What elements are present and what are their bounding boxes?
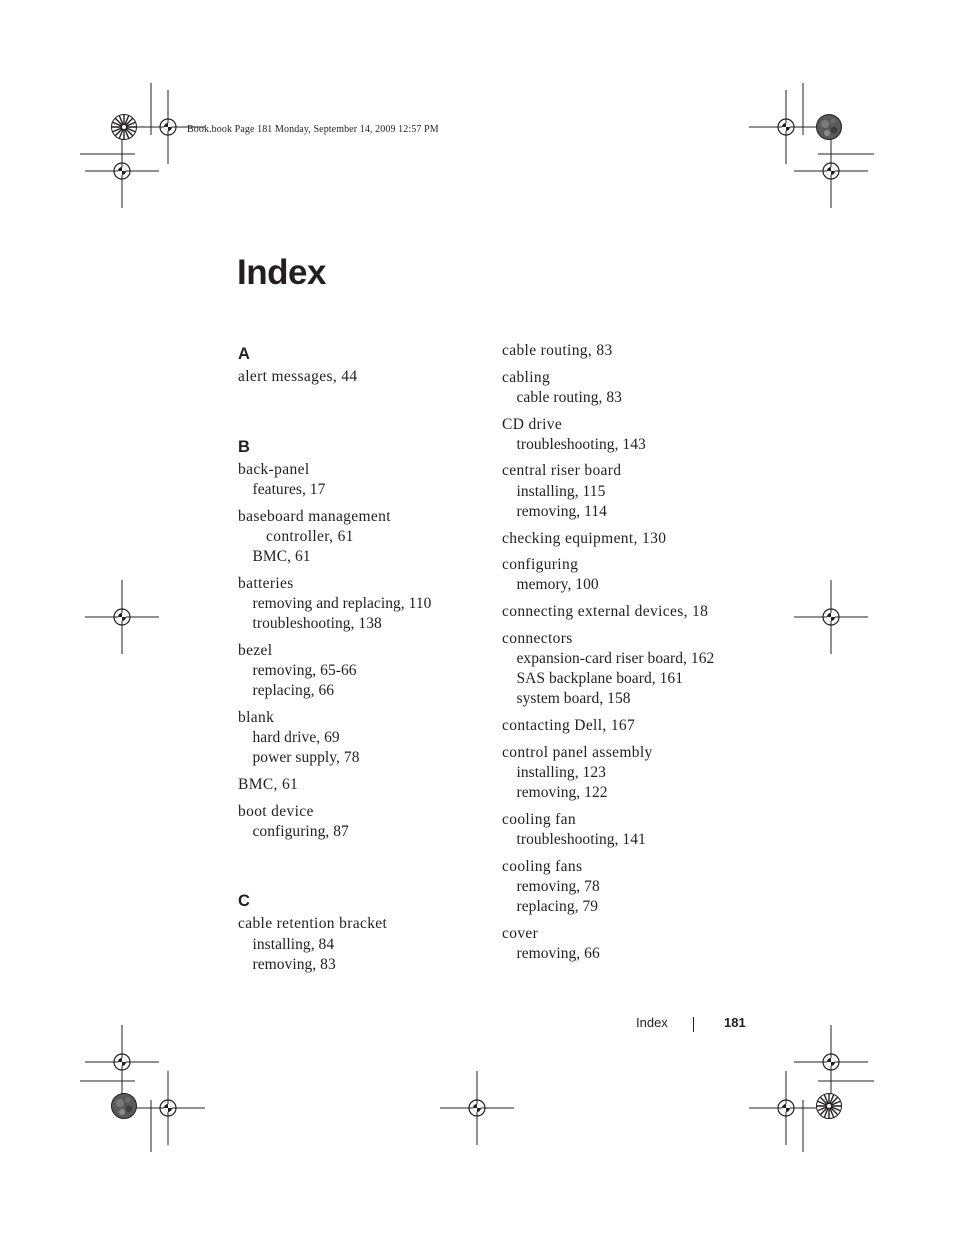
index-subentry: system board, 158 bbox=[516, 690, 631, 708]
index-entry bbox=[502, 924, 752, 964]
index-entry bbox=[502, 341, 752, 361]
index-subentry: removing, 114 bbox=[516, 502, 607, 520]
section-gap bbox=[238, 394, 488, 434]
index-entry bbox=[238, 914, 488, 975]
index-entry bbox=[502, 368, 752, 408]
index-subentry: SAS backplane board, 161 bbox=[516, 670, 684, 688]
index-term: cable routing, 83 bbox=[502, 342, 613, 359]
index-term: connecting external devices, 18 bbox=[502, 603, 709, 621]
index-term: cooling fans bbox=[502, 857, 583, 875]
index-subentry: features, 17 bbox=[252, 480, 326, 498]
index-subentry: troubleshooting, 141 bbox=[516, 830, 646, 848]
index-entry bbox=[502, 602, 752, 622]
index-column-left bbox=[238, 341, 488, 981]
index-subentry: expansion-card riser board, 162 bbox=[516, 649, 715, 667]
index-term: connectors bbox=[502, 629, 573, 647]
index-column-right bbox=[502, 341, 752, 971]
index-subentry: cable routing, 83 bbox=[516, 388, 622, 406]
index-subentry: troubleshooting, 143 bbox=[516, 435, 646, 453]
index-entry bbox=[238, 574, 488, 635]
index-entry bbox=[238, 367, 488, 387]
index-entry bbox=[502, 555, 752, 595]
index-term: control panel assembly bbox=[502, 743, 653, 761]
index-subentry: power supply, 78 bbox=[252, 749, 360, 767]
index-entry bbox=[502, 461, 752, 522]
index-subentry: hard drive, 69 bbox=[252, 728, 340, 746]
index-entry bbox=[238, 708, 488, 769]
index-entry bbox=[502, 415, 752, 455]
index-subentry: removing, 83 bbox=[252, 955, 336, 973]
index-term: CD drive bbox=[502, 415, 563, 433]
index-term: boot device bbox=[238, 802, 314, 820]
page-number: 181 bbox=[724, 1015, 746, 1030]
index-entry bbox=[502, 743, 752, 804]
index-subentry: removing and replacing, 110 bbox=[252, 594, 432, 612]
index-term: cooling fan bbox=[502, 810, 577, 828]
index-entry bbox=[502, 529, 752, 549]
index-entry bbox=[238, 641, 488, 702]
index-term: blank bbox=[238, 708, 275, 726]
index-entry bbox=[238, 775, 488, 795]
index-subentry: configuring, 87 bbox=[252, 822, 349, 840]
index-term: cabling bbox=[502, 368, 551, 386]
index-term: baseboard management bbox=[238, 507, 391, 525]
index-term: bezel bbox=[238, 641, 273, 659]
index-term: checking equipment, 130 bbox=[502, 529, 667, 547]
index-term: contacting Dell, 167 bbox=[502, 717, 636, 734]
index-subentry: troubleshooting, 138 bbox=[252, 615, 382, 632]
section-gap bbox=[238, 848, 488, 888]
section-letter: A bbox=[238, 345, 250, 363]
index-subentry: installing, 123 bbox=[516, 763, 606, 781]
footer-section-label: Index bbox=[636, 1015, 668, 1030]
section-letter: C bbox=[238, 892, 250, 911]
index-subentry: replacing, 66 bbox=[252, 682, 335, 700]
index-subentry: replacing, 79 bbox=[516, 898, 599, 915]
index-term: back-panel bbox=[238, 460, 310, 478]
index-subentry: removing, 66 bbox=[516, 944, 600, 962]
footer-divider bbox=[693, 1017, 694, 1032]
index-entry bbox=[238, 507, 488, 568]
index-subentry: installing, 84 bbox=[252, 935, 335, 953]
index-term: cable retention bracket bbox=[238, 915, 388, 933]
index-term: cover bbox=[502, 924, 539, 942]
index-entry bbox=[502, 716, 752, 736]
index-term: central riser board bbox=[502, 462, 622, 480]
index-term: alert messages, 44 bbox=[238, 368, 358, 385]
index-term: batteries bbox=[238, 574, 294, 592]
index-entry bbox=[502, 810, 752, 850]
index-subentry: BMC, 61 bbox=[252, 547, 311, 565]
index-term-continuation: controller, 61 bbox=[266, 527, 354, 545]
print-slug: Book.book Page 181 Monday, September 14, 2009 12:57 PM bbox=[187, 124, 439, 135]
index-entry bbox=[238, 802, 488, 842]
index-term: configuring bbox=[502, 556, 579, 574]
index-subentry: removing, 78 bbox=[516, 877, 600, 895]
index-subentry: removing, 122 bbox=[516, 784, 608, 802]
page-title: Index bbox=[237, 253, 326, 292]
index-subentry: installing, 115 bbox=[516, 482, 606, 500]
index-entry bbox=[502, 857, 752, 918]
index-subentry: memory, 100 bbox=[516, 576, 599, 594]
index-term: BMC, 61 bbox=[238, 775, 299, 793]
index-entry bbox=[238, 460, 488, 500]
index-entry bbox=[502, 629, 752, 710]
index-subentry: removing, 65-66 bbox=[252, 661, 357, 679]
section-letter: B bbox=[238, 437, 250, 456]
